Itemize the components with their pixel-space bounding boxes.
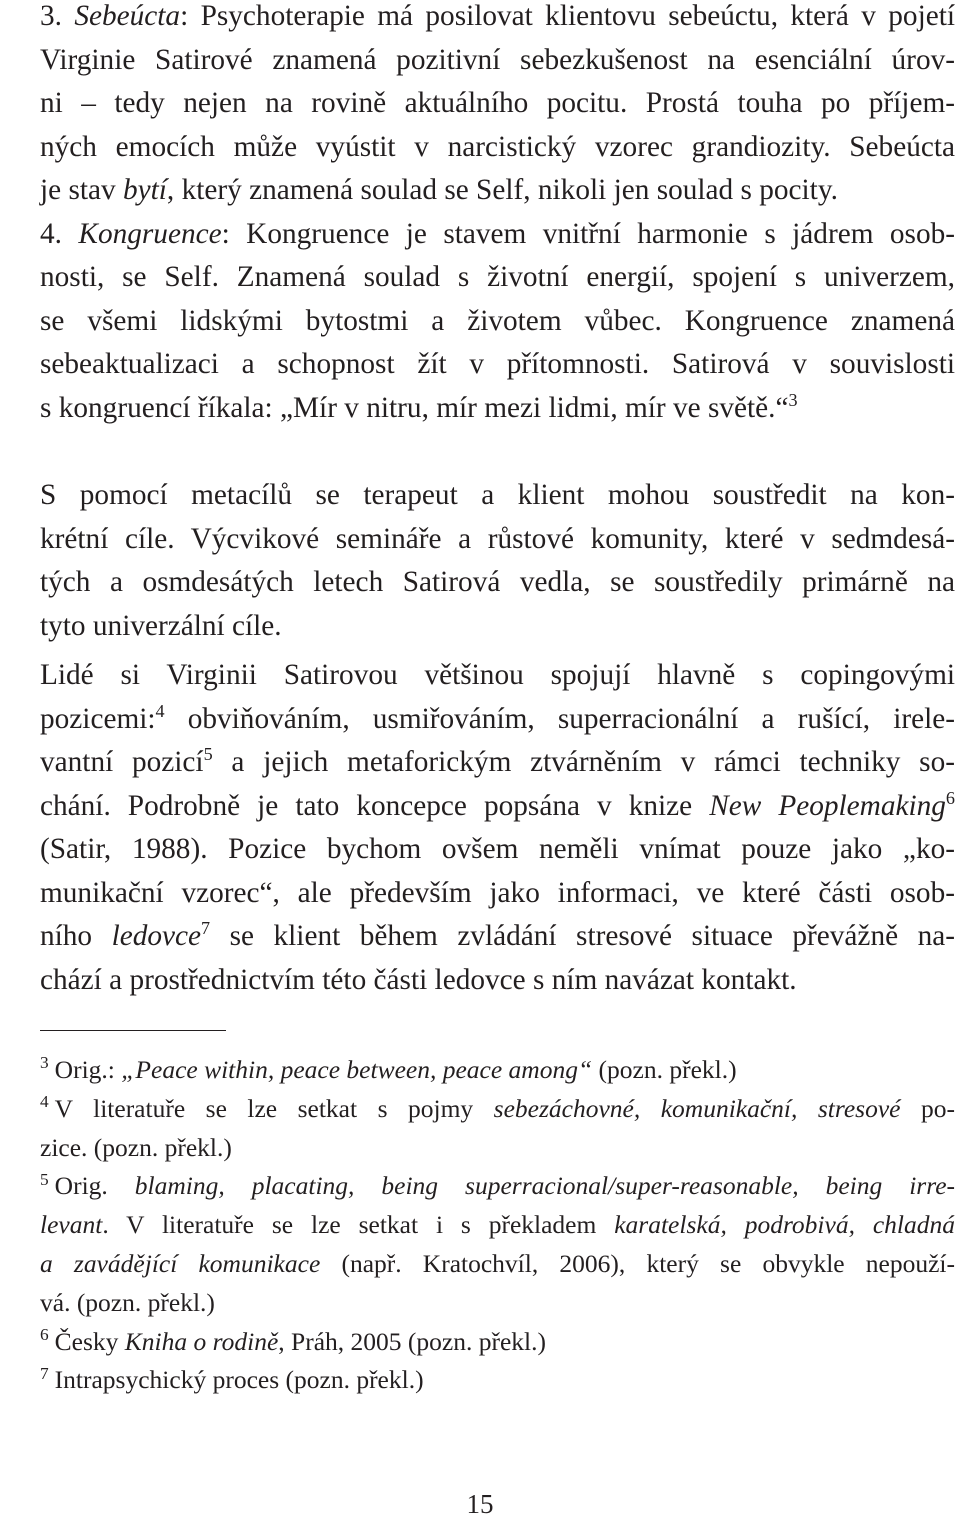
text-run: (pozn. překl.) [592,1055,737,1084]
page-number: 15 [466,1489,494,1519]
text-run: Intrapsychický proces (pozn. překl.) [54,1365,424,1395]
footnote-line [40,1284,955,1323]
text-run: chází a prostřednictvím této části ledovce s ním navázat kontakt. [40,964,797,997]
text-run: Lidé si Virginii Satirovou většinou spojují hlavně s copingovými [40,659,955,692]
footnote-number: 4 [40,1092,49,1112]
text-line [40,256,955,300]
footnote-line [40,1051,955,1090]
text-run: , který znamená soulad se Self, nikoli jen soulad s pocity. [166,174,838,207]
footnote-5 [40,1167,955,1322]
text-run: pozicemi: [40,702,156,735]
text-run: S pomocí metacílů se terapeut a klient mohou soustředit na kon- [40,479,955,512]
italic-run: „Peace within, peace between, peace among“ [121,1055,593,1084]
list-item-sebeucta [40,0,955,213]
text-run: Česky [54,1326,125,1356]
text-line [40,126,955,170]
text-line [40,828,955,872]
italic-run: levant [40,1210,103,1240]
text-run: se klient během zvládání stresové situace převážně na- [210,920,955,953]
text-run: po- [900,1093,955,1123]
text-line [40,915,955,959]
text-run: zice. (pozn. překl.) [40,1132,232,1162]
footnote-line [40,1206,955,1245]
footnote-line [40,1129,955,1168]
text-run: se všemi lidskými bytostmi a životem vůbec. Kongruence znamená [40,304,955,337]
text-run: tých a osmdesátých letech Satirová vedla, se soustředily primárně na [40,566,955,599]
paragraph-spacer [40,430,955,474]
text-line [40,82,955,126]
text-line [40,741,955,785]
footnote-line [40,1323,955,1362]
text-run: a jejich metaforickým ztvárněním v rámci techniky so- [212,746,955,779]
text-run: vantní pozicí [40,746,204,779]
text-run: munikační vzorec“, ale především jako informaci, ve které části osob- [40,876,955,909]
footnote-number: 5 [40,1169,49,1189]
text-run: . V literatuře se lze setkat i s překladem [102,1210,615,1240]
italic-run: a zavádějící komunikace [40,1248,321,1278]
text-run: vá. (pozn. překl.) [40,1287,215,1317]
text-run: sebeaktualizaci a schopnost žít v přítomnosti. Satirová v souvislosti [40,348,955,381]
text-run: nosti, se Self. Znamená soulad s životní energií, spojení s univerzem, [40,261,955,294]
text-run: 3. [40,0,75,32]
italic-run: Kongruence [78,217,222,250]
main-text [40,0,955,1003]
text-run: V literatuře se lze setkat s pojmy [54,1093,494,1123]
italic-run: New Peoplemaking [709,789,946,822]
footnote-reference: 4 [155,700,165,721]
text-line [40,213,955,257]
text-line [40,0,955,39]
text-line [40,518,955,562]
text-run: tyto univerzální cíle. [40,609,282,642]
text-run: krétní cíle. Výcvikové semináře a růstové komunity, které v sedmdesá- [40,522,955,555]
text-line [40,169,955,213]
footnote-line [40,1361,955,1400]
text-line [40,959,955,1003]
text-run: ných emocích může vyústit v narcistický vzorec grandiozity. Sebeúcta [40,130,955,163]
text-run: Virginie Satirové znamená pozitivní sebezkušenost na esenciální úrov- [40,43,955,76]
text-run: ni – tedy nejen na rovině aktuálního pocitu. Prostá touha po příjem- [40,87,955,120]
italic-run: blaming, placating, being superracional/super-reasonable, being irre- [134,1171,956,1201]
italic-run: bytí [122,174,167,207]
text-run: obviňováním, usmiřováním, superracionální a rušící, irele- [164,702,955,735]
text-line [40,343,955,387]
paragraph-metacile [40,474,955,648]
footnote-3 [40,1051,955,1090]
text-run: ního [40,920,112,953]
text-line [40,474,955,518]
italic-run: karatelská, podrobivá, chladná [614,1210,955,1240]
text-run: s kongruencí říkala: „Mír v nitru, mír mezi lidmi, mír ve světě.“ [40,391,789,424]
footnote-6 [40,1323,955,1362]
text-line [40,654,955,698]
footnote-number: 6 [40,1325,49,1345]
footnote-reference: 3 [788,389,798,410]
text-line [40,561,955,605]
footnote-rule [40,1030,226,1031]
italic-run: Sebeúcta [74,0,181,32]
text-line [40,872,955,916]
italic-run: Kniha o rodině [124,1326,279,1356]
text-run: Orig.: [54,1055,122,1084]
list-item-kongruence [40,213,955,431]
footnote-7 [40,1361,955,1400]
text-line [40,387,955,431]
text-line [40,785,955,829]
italic-run: ledovce [111,920,202,953]
footnote-reference: 5 [203,744,213,765]
text-run: : Kongruence je stavem vnitřní harmonie s jádrem osob- [221,217,956,250]
text-run: (Satir, 1988). Pozice bychom ovšem neměli vnímat pouze jako „ko- [40,833,955,866]
italic-run: sebezáchovné, komunikační, stresové [493,1093,901,1123]
footnote-line [40,1167,955,1206]
footnote-4 [40,1090,955,1168]
footnote-reference: 6 [945,787,955,808]
footnote-list [40,1051,955,1400]
footnotes [40,1030,955,1400]
footnote-number: 3 [40,1053,49,1073]
text-run: : Psychoterapie má posilovat klientovu sebeúctu, která v pojetí [180,0,955,32]
footnote-number: 7 [40,1363,49,1383]
text-run: Orig. [54,1171,135,1201]
paragraph-copingove-pozice [40,654,955,1002]
text-line [40,300,955,344]
text-line [40,605,955,649]
text-run: chání. Podrobně je tato koncepce popsána v knize [40,789,710,822]
text-run: (např. Kratochvíl, 2006), který se obvykle nepouží- [320,1248,955,1278]
text-line [40,39,955,83]
text-line [40,698,955,742]
footnote-line [40,1090,955,1129]
page-content [40,0,956,1395]
text-run: je stav [40,174,123,207]
footnote-line [40,1245,955,1284]
text-run: , Práh, 2005 (pozn. překl.) [278,1326,546,1356]
text-run: 4. [40,217,79,250]
footnote-reference: 7 [201,918,211,939]
